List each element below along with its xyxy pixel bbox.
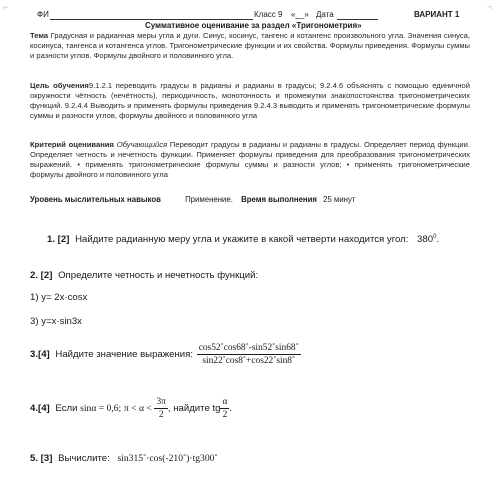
crop-mark-top-left: ⌐	[3, 2, 9, 12]
q3-fraction	[197, 343, 301, 366]
q2-text: Определите четность и нечетность функций:	[58, 270, 259, 281]
q3-numerator: cos52˚cos68˚-sin52˚sin68˚	[198, 343, 299, 353]
q1-value: $380^0$.	[417, 234, 440, 245]
question-3	[30, 343, 301, 366]
criteria-text: Переводит градусы в радианы и радианы в градусы. Определяет период функции. Определяет четность и нечетность функции. Применяет формулы приведения для преобразования тригонометрических выражений. • применять тригонометрические формулы суммы и разности углов; • применять тригонометрические формулы двойного и половинного угла	[30, 140, 470, 179]
question-5	[30, 453, 218, 464]
page-title: Суммативное оценивание за раздел «Тригонометрия»	[145, 21, 362, 30]
levels-label: Уровень мыслительных навыков	[30, 195, 161, 204]
q4-condition-1: sinα = 0,6;	[80, 403, 122, 414]
q4-fraction-3pi-2: $\frac{3\pi}{2}$	[156, 397, 166, 420]
q4-end: .	[229, 403, 233, 414]
levels-line	[30, 195, 355, 204]
q2-item-2: 3) y=x·sin3x	[30, 316, 82, 327]
goal-text: 9.1.2.1 переводить градусы в радианы и радианы в градусы; 9.2.4.6 объяснять с помощью единичной окружности чётность (нечётность), периодичность, монотонность и промежутки знакопостоянства тригонометрических функций. 9.2.4.4 Выводить и применять формулы приведения 9.2.4.3 выводить и применять тригонометрические формулы суммы и разности углов, формулы двойного и половинного угла	[30, 81, 470, 120]
date-label: Дата	[316, 10, 334, 19]
class-label: Класс 9	[254, 10, 283, 19]
goal-label: Цель обучения	[30, 81, 89, 90]
topic-label: Тема	[30, 31, 49, 40]
q5-number: 5. [3]	[30, 453, 53, 464]
q4-condition-2: π < α <	[123, 403, 152, 414]
q3-number: 3.[4]	[30, 349, 50, 360]
time-label: Время выполнения	[241, 195, 317, 204]
q4-if: Если	[55, 403, 78, 414]
variant-label: ВАРИАНТ 1	[414, 10, 460, 19]
q4-fraction-alpha-2: $\frac{\alpha}{2}$	[222, 397, 228, 420]
class-date-blank: «__»	[291, 10, 309, 19]
q1-text: Найдите радианную меру угла и укажите в какой четверти находится угол:	[75, 234, 409, 245]
q5-text: Вычислите:	[58, 453, 110, 464]
topic-block	[30, 31, 470, 61]
question-2	[30, 270, 258, 281]
criteria-block	[30, 140, 470, 180]
q2-number: 2. [2]	[30, 270, 53, 281]
time-value: 25 минут	[323, 195, 356, 204]
topic-text: Градусная и радианная меры угла и дуги. Синус, косинус, тангенс и котангенс произвольного угла. Значения синуса, косинуса, тангенса и котангенса углов. Тригонометрические функции и их свойства. Формулы приведения. Формулы суммы и разности углов. Формулы двойного и половинного угла.	[30, 31, 470, 60]
fi-label: ФИ	[37, 10, 49, 19]
fi-blank-line	[50, 19, 253, 20]
criteria-learner: Обучающийся	[116, 140, 168, 149]
q4-number: 4.[4]	[30, 403, 50, 414]
question-1	[47, 234, 439, 245]
criteria-label: Критерий оценивания	[30, 140, 114, 149]
levels-value: Применение.	[185, 195, 233, 204]
q2-item-1: 1) y= 2x·cosx	[30, 292, 88, 303]
date-blank-line	[337, 19, 378, 20]
goal-block	[30, 81, 470, 121]
q5-expression: sin315˚·cos(-210˚)·tg300˚	[117, 453, 218, 464]
q3-denominator: sin22˚cos8˚+cos22˚sin8˚	[202, 356, 296, 366]
q3-text: Найдите значение выражения:	[55, 349, 194, 360]
question-4	[30, 397, 232, 420]
crop-mark-top-right: ¬	[487, 2, 493, 12]
q1-number: 1. [2]	[47, 234, 70, 245]
q4-find: , найдите tg	[167, 403, 221, 414]
